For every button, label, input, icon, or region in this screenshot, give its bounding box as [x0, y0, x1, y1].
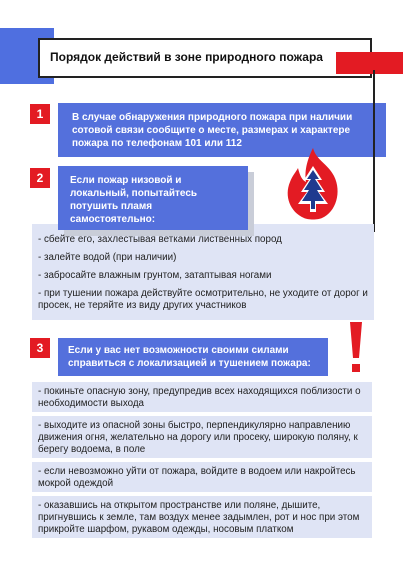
step-2-item-1: - сбейте его, захлестывая ветками лиственных пород	[38, 234, 282, 245]
step-3-item-2: - выходите из опасной зоны быстро, перпендикулярно направлению движения огня, желательно на дорогу или просеку, широкую поляну, к берегу водоема, в поле	[32, 416, 372, 458]
header-red-accent	[336, 52, 403, 74]
step-3-item-4: - оказавшись на открытом пространстве или поляне, дышите, пригнувшись к земле, там воздух менее задымлен, рот и нос при этом прикройте шарфом, рукавом одежды, носовым платком	[32, 496, 372, 538]
step-3-text: Если у вас нет возможности своими силами справиться с локализацией и тушением пожара:	[58, 338, 328, 376]
step-1-number: 1	[30, 104, 50, 124]
step-3-item-3: - если невозможно уйти от пожара, войдите в водоем или накройтесь мокрой одеждой	[32, 462, 372, 492]
step-2-item-2: - залейте водой (при наличии)	[38, 252, 177, 263]
step-3-item-1: - покиньте опасную зону, предупредив всех находящихся поблизости о необходимости выхода	[32, 382, 372, 412]
fire-tree-icon	[282, 146, 344, 222]
step-2-number: 2	[30, 168, 50, 188]
step-2-item-3: - забросайте влажным грунтом, затаптывая ногами	[38, 270, 272, 281]
exclamation-icon	[346, 320, 366, 376]
step-1-text: В случае обнаружения природного пожара при наличии сотовой связи сообщите о месте, размерах и характере пожара по телефонам 101 или 112	[58, 103, 386, 157]
page-title: Порядок действий в зоне природного пожара	[50, 50, 323, 64]
step-2-text: Если пожар низовой и локальный, попытайтесь потушить пламя самостоятельно:	[58, 166, 248, 230]
step-2-item-4: - при тушении пожара действуйте осмотрительно, не уходите от дорог и просек, не теряйте из виду других участников	[38, 288, 368, 311]
step-3-number: 3	[30, 338, 50, 358]
frame-line-right	[373, 70, 375, 230]
